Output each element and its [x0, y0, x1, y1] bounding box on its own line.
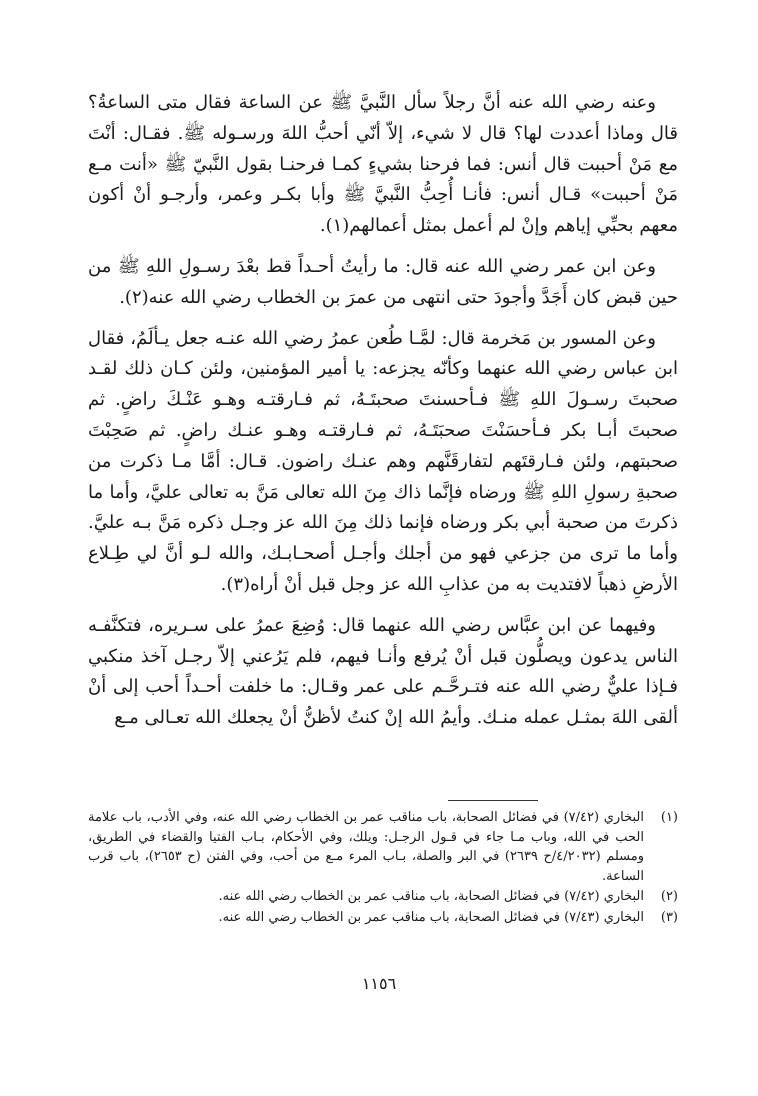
footnote-text: البخاري (٧/٤٢) في فضائل الصحابة، باب مناقب عمر بن الخطاب رضي الله عنه، وفي الأدب، باب علامة الحب في الله، وباب مـا جاء في قـول الرجـل: ويلك، وفي الأحكام، بـاب الفتيا والقضاء في الطريق، ومسلم (٤/٢٠٣٢/ح ٢٦٣٩) في البر والصلة، بـاب المرء مـع من أحب، وفي الفتن (ح ٢٦٥٣)، باب قرب الساعة.	[88, 810, 645, 884]
paragraph: وفيهما عن ابن عبَّاس رضي الله عنهما قال: وُضِعَ عمرُ على سـريره، فتكنَّفـه الناس يدعون ويصلُّون قبل أنْ يُرفع وأنـا فيهم، فلم يَرُعني إلاّ رجـل آخذ منكبي فـإذا عليٌّ رضي الله عنه فتـرحَّـم على عمر وقـال: ما خلفت أحـداً أحب إلى أنْ ألقى اللهَ بمثـل عمله منـك. وأيمُ الله إنْ كنتُ لأظنُّ أنْ يجعلك الله تعـالى مـع	[88, 614, 679, 729]
footnote-number: (٣)	[660, 909, 678, 925]
footnote	[88, 808, 678, 886]
paragraph: وعنه رضي الله عنه أنَّ رجلاً سأل النَّبيَّ ﷺ عن الساعة فقال متى الساعةُ؟ قال وماذا أعددت لها؟ قال لا شيء، إلاّ أنّي أحبُّ اللهَ ورسـوله ﷺ. فقـال: أنْتَ مع مَنْ أحببت قال أنس: فما فرحنا بشيءٍ كمـا فرحنـا بقول النَّبيّ ﷺ «أنت مـع مَنْ أحببت» قـال أنس: فأنـا أُحِبُّ النَّبيَّ ﷺ وأبا بكـر وعمر، وأرجـو أنْ أكون معهم بحبِّي إياهم وإنْ لم أعمل بمثل أعمالهم(١).	[88, 92, 678, 237]
footnote	[88, 887, 678, 907]
paragraph: وعن المسور بن مَخرمة قال: لمَّـا طُعن عمرُ رضي الله عنـه جعل يـألَمُ، فقال ابن عباس رضي الله عنهما وكأنّه يجزعه: يا أمير المؤمنين، ولئن كـان ذلك لقـد صحبتَ رسـولَ اللهِ ﷺ فـأحسنتَ صحبتَـهُ، ثم فـارقتـه وهـو عَنْـكَ راضٍ. ثم صحبتَ أبـا بكر فـأحسَنْتَ صحبَتَـهُ، ثم فـارقتـه وهـو عنـك راضٍ. ثم صَحِبْتَ صحبتهم، ولئن فـارقتَهم لتفارقَنَّهم وهم عنـك راضون. قـال: أمَّا مـا ذكرت من صحبةِ رسولِ اللهِ ﷺ ورضاه فإنَّما ذاك مِنَ الله تعالى مَنَّ به تعالى عليَّ، وأما ما ذكرتَ من صحبة أبي بكر ورضاه فإنما ذلك مِنَ الله عز وجـل ذكره مَنَّ بـه عليَّ. وأما ما ترى من جزعي فهو من أجلك وأجـل أصحـابـك، والله لـو أنَّ لي طِـلاع الأرضِ ذهباً لافتديت به من عذابِ الله عز وجل قبل أنْ أراه(٣).	[88, 327, 678, 595]
footnotes	[88, 808, 678, 929]
footnote-text: البخاري (٧/٤٢) في فضائل الصحابة، باب مناقب عمر بن الخطاب رضي الله عنه.	[218, 889, 644, 905]
footnote	[88, 908, 678, 928]
footnote-separator	[448, 800, 538, 801]
paragraph: وعن ابن عمر رضي الله عنه قال: ما رأيتُ أحـداً قط بعْدَ رسـولِ اللهِ ﷺ من حين قبض كان أَجَدَّ وأجودَ حتى انتهى من عمرَ بن الخطاب رضي الله عنه(٢).	[88, 255, 678, 308]
footnote-number: (٢)	[660, 889, 678, 905]
main-text	[88, 88, 678, 734]
footnote-number: (١)	[660, 810, 678, 825]
page-number: ١١٥٦	[361, 974, 397, 993]
footnote-text: البخاري (٧/٤٣) في فضائل الصحابة، باب مناقب عمر بن الخطاب رضي الله عنه.	[218, 909, 644, 925]
